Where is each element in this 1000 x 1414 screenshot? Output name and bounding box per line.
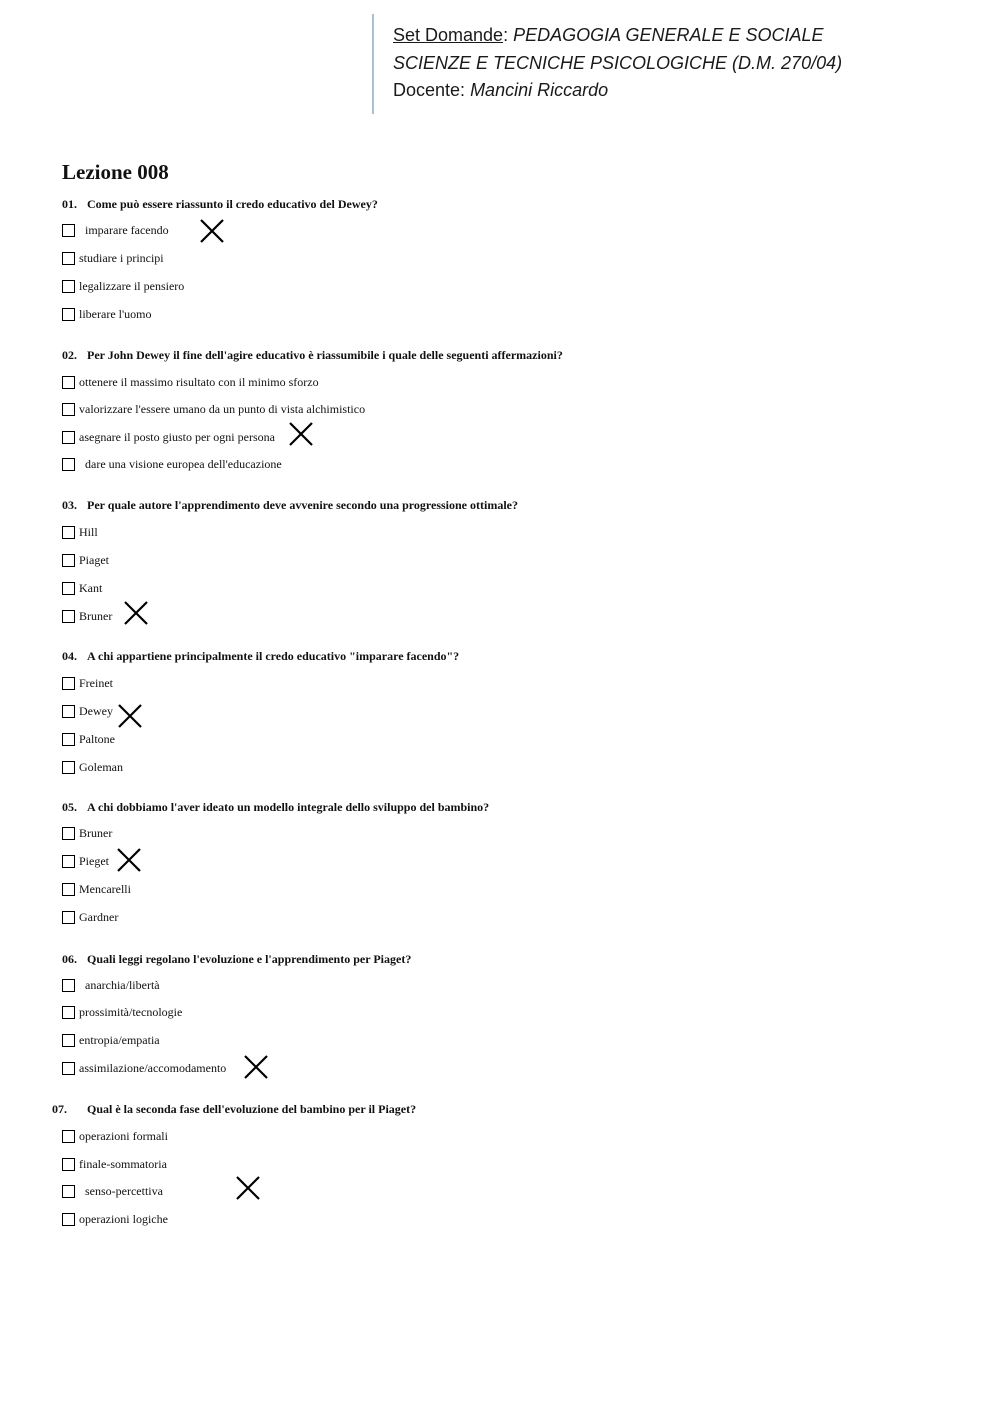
answer-option[interactable] — [62, 607, 112, 625]
answer-label: studiare i principi — [79, 250, 164, 265]
header-line-3 — [393, 77, 972, 105]
answer-option[interactable] — [62, 1003, 182, 1021]
question-number: 01. — [62, 197, 77, 211]
answer-checkbox[interactable] — [62, 733, 75, 746]
answer-option[interactable] — [62, 523, 98, 541]
question-number: 05. — [62, 800, 77, 814]
answer-checkbox[interactable] — [62, 883, 75, 896]
answer-label: Mencarelli — [79, 881, 131, 896]
answer-option[interactable] — [62, 674, 113, 692]
answer-label: imparare facendo — [79, 222, 169, 237]
answer-checkbox[interactable] — [62, 1130, 75, 1143]
answer-option[interactable] — [62, 455, 282, 473]
answer-label: entropia/empatia — [79, 1032, 160, 1047]
answer-option[interactable] — [62, 908, 118, 926]
cross-mark-icon — [288, 421, 314, 447]
answer-checkbox[interactable] — [62, 280, 75, 293]
cross-mark-icon — [199, 218, 225, 244]
answer-label: finale-sommatoria — [79, 1156, 167, 1171]
answer-option[interactable] — [62, 1059, 226, 1077]
answer-label: dare una visione europea dell'educazione — [79, 456, 282, 471]
lesson-title: Lezione 008 — [62, 160, 169, 184]
cross-mark-icon — [123, 600, 149, 626]
cross-mark-icon — [116, 847, 142, 873]
answer-option[interactable] — [62, 1031, 160, 1049]
answer-checkbox[interactable] — [62, 224, 75, 237]
answer-checkbox[interactable] — [62, 761, 75, 774]
answer-checkbox[interactable] — [62, 827, 75, 840]
answer-option[interactable] — [62, 305, 151, 323]
answer-label: Piaget — [79, 552, 109, 567]
answer-checkbox[interactable] — [62, 1213, 75, 1226]
answer-option[interactable] — [62, 579, 102, 597]
answer-label: ottenere il massimo risultato con il minimo sforzo — [79, 374, 319, 389]
answer-option[interactable] — [62, 852, 109, 870]
answer-option[interactable] — [62, 428, 275, 446]
answer-checkbox[interactable] — [62, 610, 75, 623]
question-text: Qual è la seconda fase dell'evoluzione del bambino per il Piaget? — [87, 1102, 417, 1116]
answer-checkbox[interactable] — [62, 979, 75, 992]
set-label: Set Domande — [393, 25, 504, 45]
answer-option[interactable] — [62, 277, 184, 295]
answer-option[interactable] — [62, 1127, 168, 1145]
answer-checkbox[interactable] — [62, 582, 75, 595]
answer-label: prossimità/tecnologie — [79, 1004, 183, 1019]
question-2 — [62, 348, 563, 363]
answer-option[interactable] — [62, 730, 115, 748]
subject-line-1: PEDAGOGIA GENERALE E SOCIALE — [513, 25, 824, 45]
answer-checkbox[interactable] — [62, 252, 75, 265]
answer-option[interactable] — [62, 824, 112, 842]
answer-label: operazioni logiche — [79, 1211, 168, 1226]
answer-option[interactable] — [62, 373, 319, 391]
question-number: 07. — [52, 1102, 67, 1116]
question-5 — [62, 800, 489, 815]
answer-checkbox[interactable] — [62, 1185, 75, 1198]
header-line-1 — [393, 22, 972, 50]
question-number: 03. — [62, 498, 77, 512]
answer-label: liberare l'uomo — [79, 306, 152, 321]
answer-label: Gardner — [79, 909, 119, 924]
answer-label: legalizzare il pensiero — [79, 278, 185, 293]
question-text: A chi dobbiamo l'aver ideato un modello integrale dello sviluppo del bambino? — [87, 800, 490, 814]
question-number: 06. — [62, 952, 77, 966]
answer-label: Bruner — [79, 825, 113, 840]
answer-label: Dewey — [79, 703, 113, 718]
answer-checkbox[interactable] — [62, 1062, 75, 1075]
answer-label: Freinet — [79, 675, 113, 690]
answer-label: asegnare il posto giusto per ogni persona — [79, 429, 275, 444]
answer-checkbox[interactable] — [62, 1158, 75, 1171]
answer-option[interactable] — [62, 1210, 168, 1228]
answer-checkbox[interactable] — [62, 458, 75, 471]
answer-checkbox[interactable] — [62, 403, 75, 416]
question-number: 04. — [62, 649, 77, 663]
question-4 — [62, 649, 459, 664]
cross-mark-icon — [117, 703, 143, 729]
answer-option[interactable] — [62, 1155, 167, 1173]
question-number: 02. — [62, 348, 77, 362]
set-colon: : — [503, 25, 509, 45]
cross-mark-icon — [243, 1054, 269, 1080]
teacher-name: Mancini Riccardo — [470, 80, 609, 100]
answer-option[interactable] — [62, 400, 365, 418]
question-text: Per John Dewey il fine dell'agire educativo è riassumibile i quale delle seguenti affermazioni? — [87, 348, 563, 362]
question-text: Come può essere riassunto il credo educativo del Dewey? — [87, 197, 378, 211]
answer-checkbox[interactable] — [62, 855, 75, 868]
answer-checkbox[interactable] — [62, 677, 75, 690]
teacher-label: Docente: — [393, 80, 466, 100]
answer-checkbox[interactable] — [62, 526, 75, 539]
question-3 — [62, 498, 518, 513]
answer-option[interactable] — [62, 880, 131, 898]
question-6 — [62, 952, 411, 967]
question-text: Quali leggi regolano l'evoluzione e l'apprendimento per Piaget? — [87, 952, 412, 966]
question-text: Per quale autore l'apprendimento deve avvenire secondo una progressione ottimale? — [87, 498, 518, 512]
cross-mark-icon — [235, 1175, 261, 1201]
question-7 — [52, 1102, 416, 1117]
answer-option[interactable] — [62, 976, 160, 994]
answer-option[interactable] — [62, 702, 113, 720]
answer-label: operazioni formali — [79, 1128, 168, 1143]
answer-option[interactable] — [62, 1182, 163, 1200]
answer-label: Hill — [79, 524, 98, 539]
answer-checkbox[interactable] — [62, 554, 75, 567]
question-text: A chi appartiene principalmente il credo educativo "imparare facendo"? — [87, 649, 460, 663]
document-header — [372, 14, 972, 114]
answer-option[interactable] — [62, 221, 169, 239]
answer-option[interactable] — [62, 551, 109, 569]
answer-label: Pieget — [79, 853, 109, 868]
answer-option[interactable] — [62, 758, 123, 776]
answer-label: Kant — [79, 580, 103, 595]
answer-checkbox[interactable] — [62, 376, 75, 389]
subject-line-2: SCIENZE E TECNICHE PSICOLOGICHE (D.M. 270/04) — [393, 52, 843, 73]
answer-checkbox[interactable] — [62, 431, 75, 444]
answer-checkbox[interactable] — [62, 1006, 75, 1019]
answer-checkbox[interactable] — [62, 1034, 75, 1047]
answer-checkbox[interactable] — [62, 308, 75, 321]
answer-label: assimilazione/accomodamento — [79, 1060, 227, 1075]
answer-label: anarchia/libertà — [79, 977, 160, 992]
answer-label: Goleman — [79, 759, 123, 774]
question-1 — [62, 197, 378, 212]
answer-label: senso-percettiva — [79, 1183, 163, 1198]
answer-label: Paltone — [79, 731, 115, 746]
answer-checkbox[interactable] — [62, 705, 75, 718]
answer-checkbox[interactable] — [62, 911, 75, 924]
answer-option[interactable] — [62, 249, 164, 267]
answer-label: valorizzare l'essere umano da un punto di vista alchimistico — [79, 401, 366, 416]
answer-label: Bruner — [79, 608, 113, 623]
